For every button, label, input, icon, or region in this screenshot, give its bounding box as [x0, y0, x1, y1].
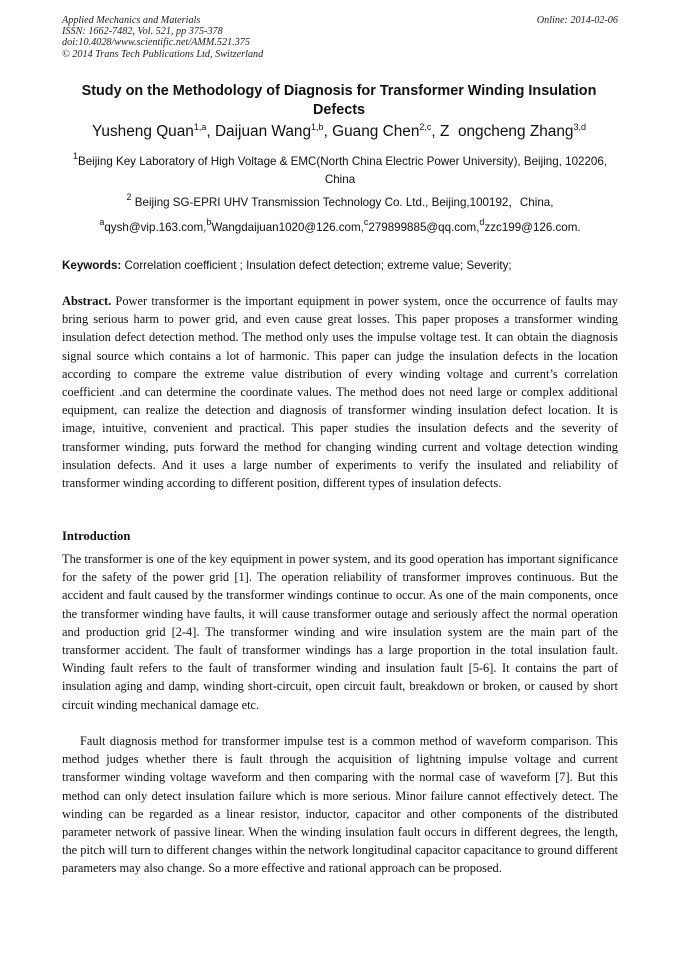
- abstract-label: Abstract.: [62, 294, 112, 308]
- author-emails: [62, 219, 618, 237]
- author-separator: ,: [323, 123, 333, 140]
- author-mark: 1,b: [311, 122, 324, 132]
- author-separator: ,: [206, 123, 215, 140]
- author-name: Guang Chen: [332, 123, 420, 140]
- email-mark: d: [479, 217, 485, 227]
- author-mark: 3,d: [573, 122, 586, 132]
- author-name: Yusheng Quan: [92, 123, 194, 140]
- affiliation-2: [62, 194, 618, 212]
- email-address[interactable]: zzc199@126.com.: [484, 221, 581, 234]
- keywords: [62, 258, 618, 274]
- affiliation-text: Beijing SG-EPRI UHV Transmission Technology Co. Ltd., Beijing,100192，China,: [131, 196, 554, 209]
- keywords-text: Correlation coefficient ; Insulation defect detection; extreme value; Severity;: [121, 259, 512, 272]
- author-mark: 1,a: [193, 122, 207, 132]
- introduction-paragraph-2: Fault diagnosis method for transformer impulse test is a common method of waveform comparison. This method judges whether there is fault through the acquisition of lightning impulse voltage and current transformer winding voltage waveform and then comparing with the normal case of waveform [7]. But this method can only detect insulation failure which is more serious. Minor failure cannot effectively detect. The winding can be regarded as a linear resistor, inductor, capacitor and other components of the distributed parameter network of passive linear. When the winding insulation fault occurs in different degrees, the length, the pitch will turn to different changes within the network longitudinal capacitor capacitance to ground different parameters may also change. So a more effective and rational approach can be proposed.: [62, 734, 618, 876]
- abstract: [62, 292, 618, 492]
- online-date: Online: 2014-02-06: [536, 15, 618, 26]
- journal-doi: doi:10.4028/www.scientific.net/AMM.521.375: [62, 37, 250, 49]
- email-mark: c: [363, 217, 369, 227]
- journal-issn: ISSN: 1662-7482, Vol. 521, pp 375-378: [62, 26, 223, 38]
- affiliation-mark: 1: [72, 151, 78, 161]
- author-mark: 2,c: [419, 122, 432, 132]
- section-heading-introduction: Introduction: [62, 529, 131, 543]
- email-address[interactable]: Wangdaijuan1020@126.com,: [211, 221, 364, 234]
- journal-copyright: © 2014 Trans Tech Publications Ltd, Switzerland: [62, 48, 264, 60]
- journal-header: [62, 15, 618, 60]
- email-address[interactable]: 279899885@qq.com,: [368, 221, 480, 234]
- abstract-text: Power transformer is the important equipment in power system, once the occurrence of faults may bring serious harm to power grid, and even cause great losses. This paper proposes a transformer winding insulation defect detection method. The method only uses the impulse voltage test. It can obtain the diagnosis signal source which contains a lot of harmonic. This paper can judge the insulation defects in the location according to compare the extreme value distribution of every winding voltage and current’s correlation coefficient .and can determine the coordinate values. The method does not need large or complex additional equipment, can realize the detection and diagnosis of transformer winding insulation defect location. It is image, intuitive, convenient and practical. This paper studies the insulation defects and the severity of transformer winding, puts forward the method for changing winding current and voltage detection winding insulation defects. And it uses a large number of experiments to verify the insulated and reliability of transformer winding according to different position, different types of insulation defects.: [62, 294, 618, 491]
- author-separator: ,: [431, 123, 440, 140]
- email-mark: b: [206, 217, 212, 227]
- author-list: [40, 122, 638, 142]
- journal-name: Applied Mechanics and Materials: [62, 15, 201, 26]
- keywords-label: Keywords:: [62, 259, 122, 272]
- introduction-paragraph-1: The transformer is one of the key equipment in power system, and its good operation has important significance for the safety of the power grid [1]. The operation reliability of transformer improves continuous. But the accident and fault caused by the transformer windings continue to occur. As one of the main components, once the transformer winding have faults, it will cause transformer outage and seriously affect the normal operation and production grid [2-4]. The transformer winding and wire insulation system are the main part of the transformer accident. The fault of transformer windings has a large proportion in the total insulation fault. Winding fault refers to the fault of transformer winding and insulation fault [5-6]. It contains the part of insulation aging and damp, winding short-circuit, open circuit fault, breakdown or broken, or caused by short circuit winding mechanical damage etc.: [62, 552, 618, 712]
- affiliation-mark: 2: [126, 192, 132, 202]
- affiliation-text: Beijing Key Laboratory of High Voltage & EMC(North China Electric Power University), Beijing, 102206, China: [77, 155, 608, 186]
- paper-title: Study on the Methodology of Diagnosis for Transformer Winding Insulation Defects: [81, 83, 597, 118]
- author-name: Z ongcheng Zhang: [439, 123, 574, 140]
- affiliation-1: [62, 153, 618, 189]
- email-address[interactable]: qysh@vip.163.com,: [104, 221, 207, 234]
- author-name: Daijuan Wang: [214, 123, 312, 140]
- email-mark: a: [99, 217, 105, 227]
